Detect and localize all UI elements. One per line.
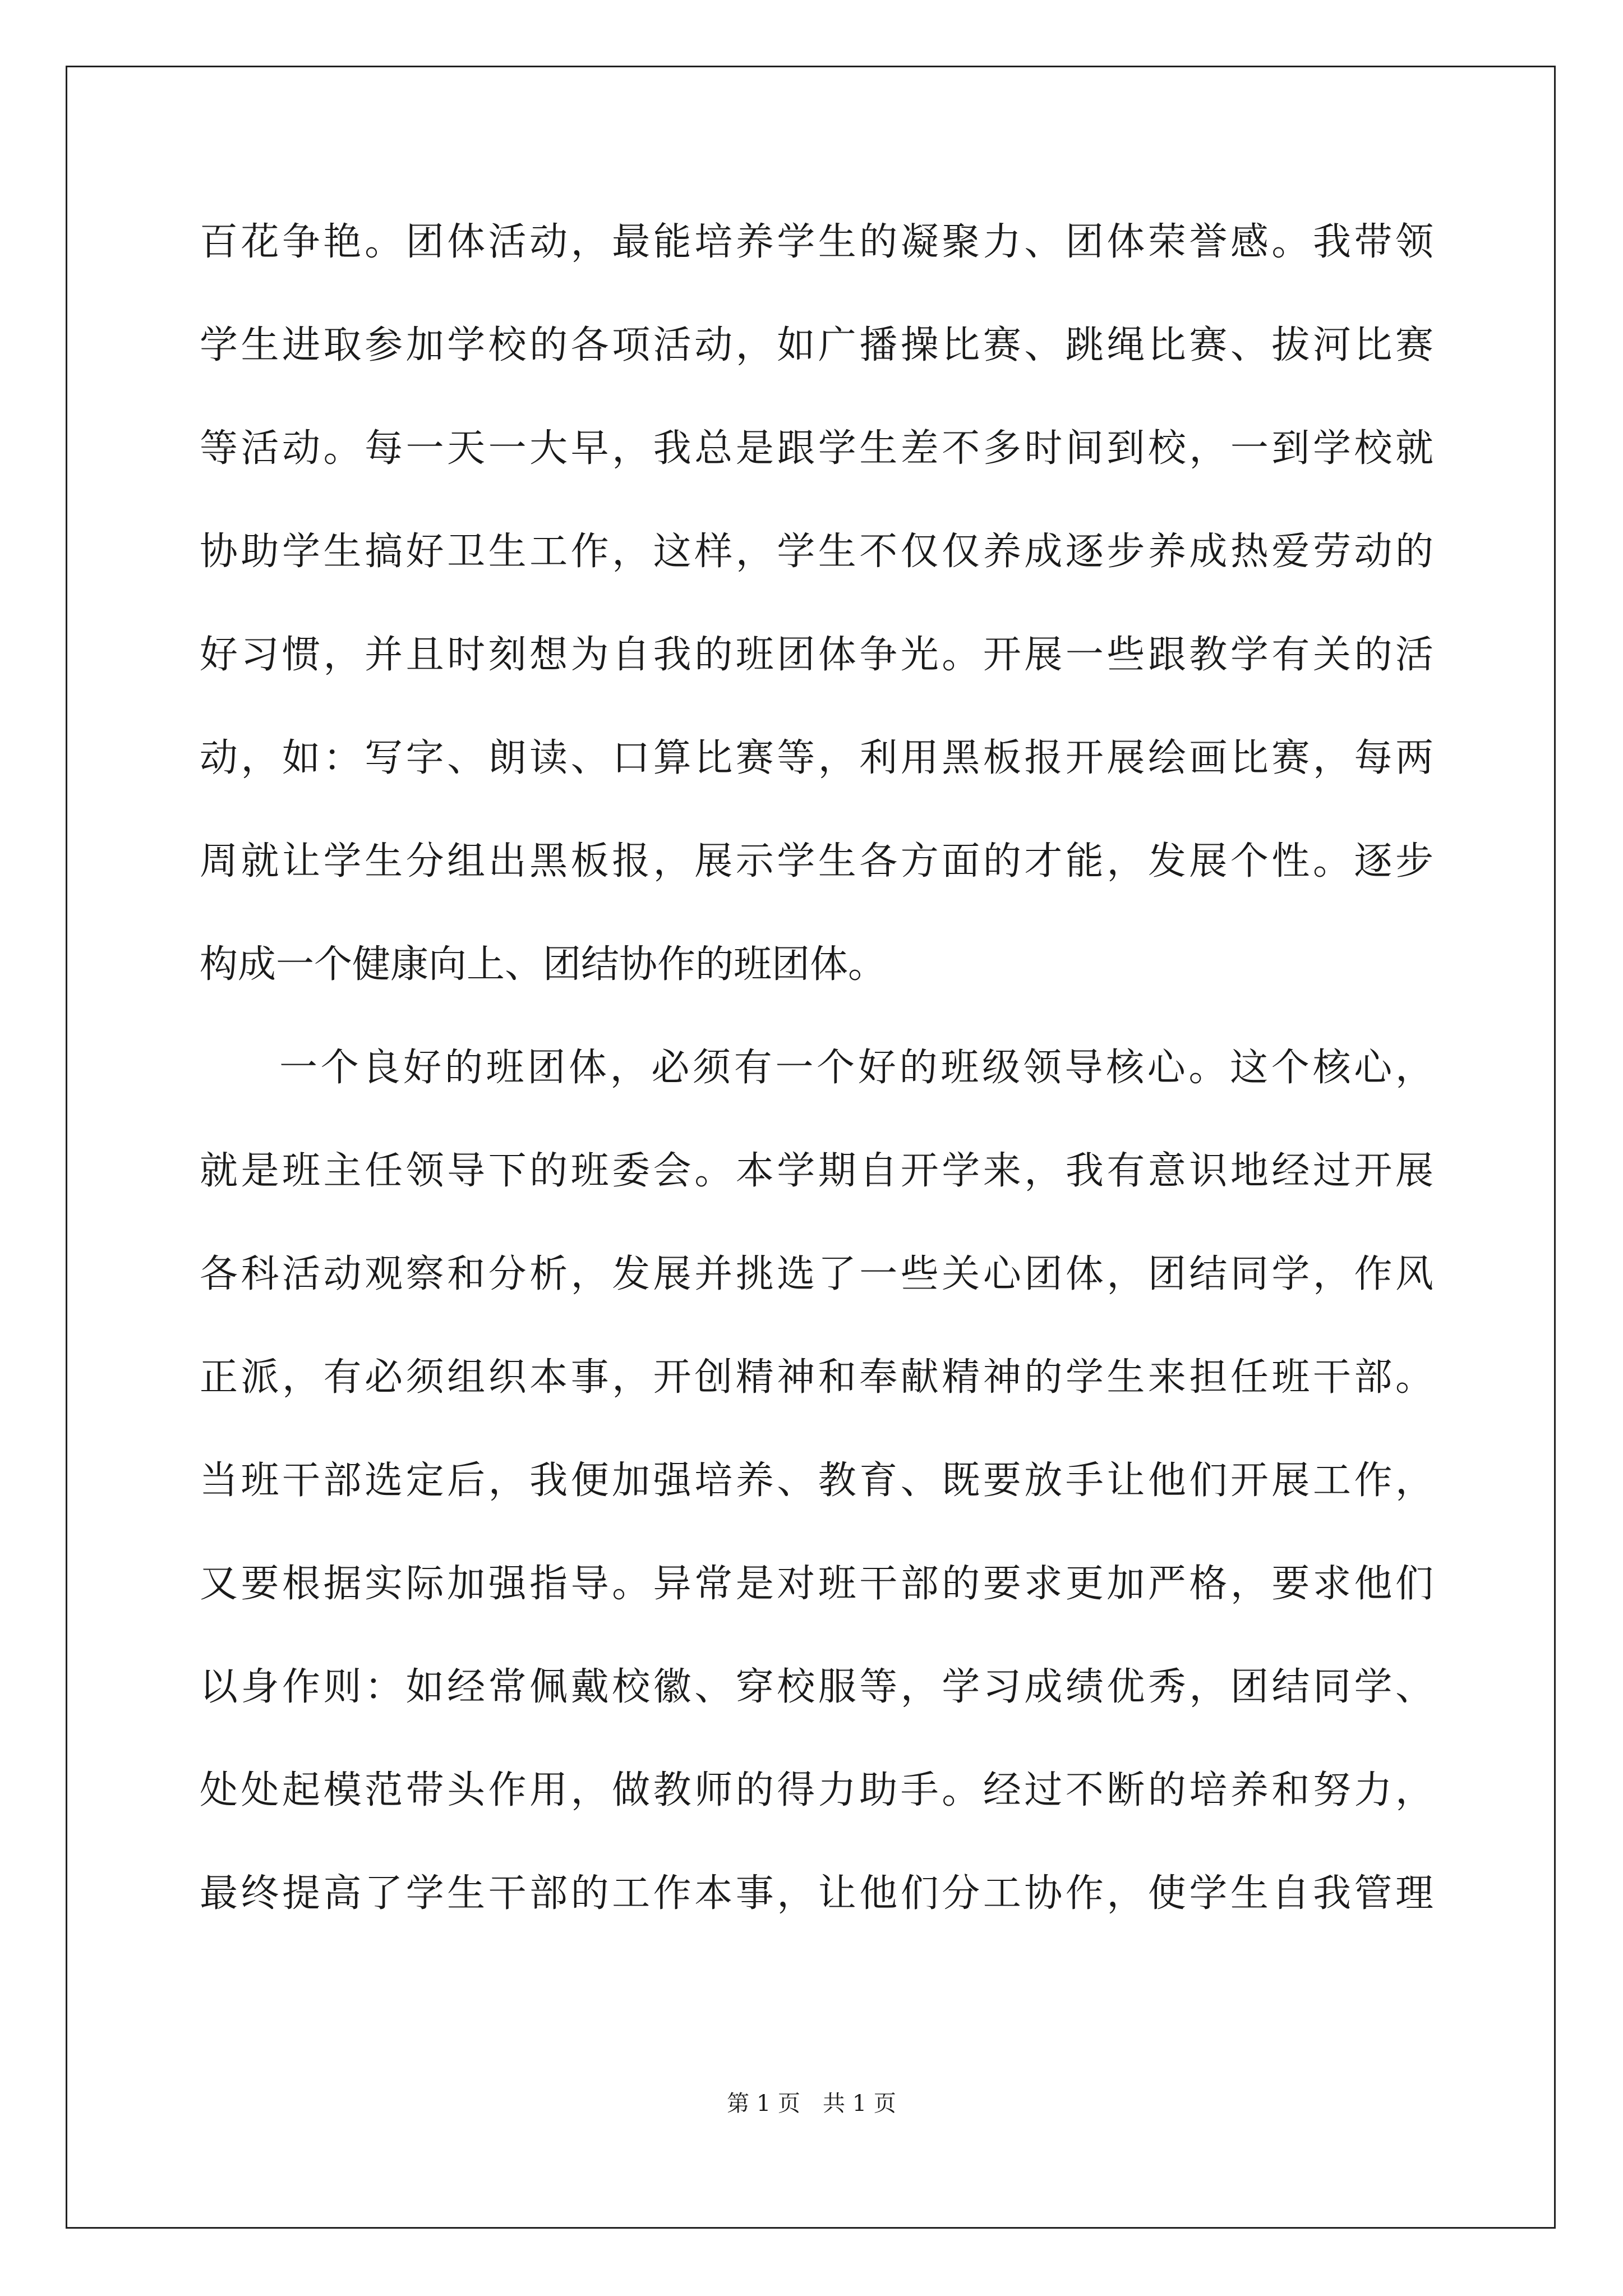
text-line: 当班干部选定后，我便加强培养、教育、既要放手让他们开展工作， xyxy=(200,1458,1433,1503)
text-line: 以身作则：如经常佩戴校徽、穿校服等，学习成绩优秀，团结同学、 xyxy=(200,1665,1433,1709)
text-line: 又要根据实际加强指导。异常是对班干部的要求更加严格，要求他们 xyxy=(200,1562,1433,1606)
text-line: 各科活动观察和分析，发展并挑选了一些关心团体，团结同学，作风 xyxy=(200,1252,1433,1296)
text-line: 等活动。每一天一大早，我总是跟学生差不多时间到校，一到学校就 xyxy=(200,426,1433,471)
text-line: 处处起模范带头作用，做教师的得力助手。经过不断的培养和努力， xyxy=(200,1768,1433,1812)
text-line: 构成一个健康向上、团结协作的班团体。 xyxy=(200,942,887,987)
text-line: 好习惯，并且时刻想为自我的班团体争光。开展一些跟教学有关的活 xyxy=(200,633,1433,677)
text-line: 最终提高了学生干部的工作本事，让他们分工协作，使学生自我管理 xyxy=(200,1871,1433,1916)
text-line: 就是班主任领导下的班委会。本学期自开学来，我有意识地经过开展 xyxy=(200,1149,1433,1193)
page-footer: 第 1 页 共 1 页 xyxy=(727,2091,896,2116)
text-line: 百花争艳。团体活动，最能培养学生的凝聚力、团体荣誉感。我带领 xyxy=(200,220,1433,264)
text-line: 正派，有必须组织本事，开创精神和奉献精神的学生来担任班干部。 xyxy=(200,1355,1433,1400)
text-line: 动，如：写字、朗读、口算比赛等，利用黑板报开展绘画比赛，每两 xyxy=(200,736,1433,780)
text-line: 学生进取参加学校的各项活动，如广播操比赛、跳绳比赛、拔河比赛 xyxy=(200,323,1433,367)
paragraph-first-line: 一个良好的班团体，必须有一个好的班级领导核心。这个核心， xyxy=(279,1046,1433,1090)
document-body xyxy=(200,191,1433,1945)
text-line: 周就让学生分组出黑板报，展示学生各方面的才能，发展个性。逐步 xyxy=(200,839,1433,884)
text-line: 协助学生搞好卫生工作，这样，学生不仅仅养成逐步养成热爱劳动的 xyxy=(200,530,1433,574)
